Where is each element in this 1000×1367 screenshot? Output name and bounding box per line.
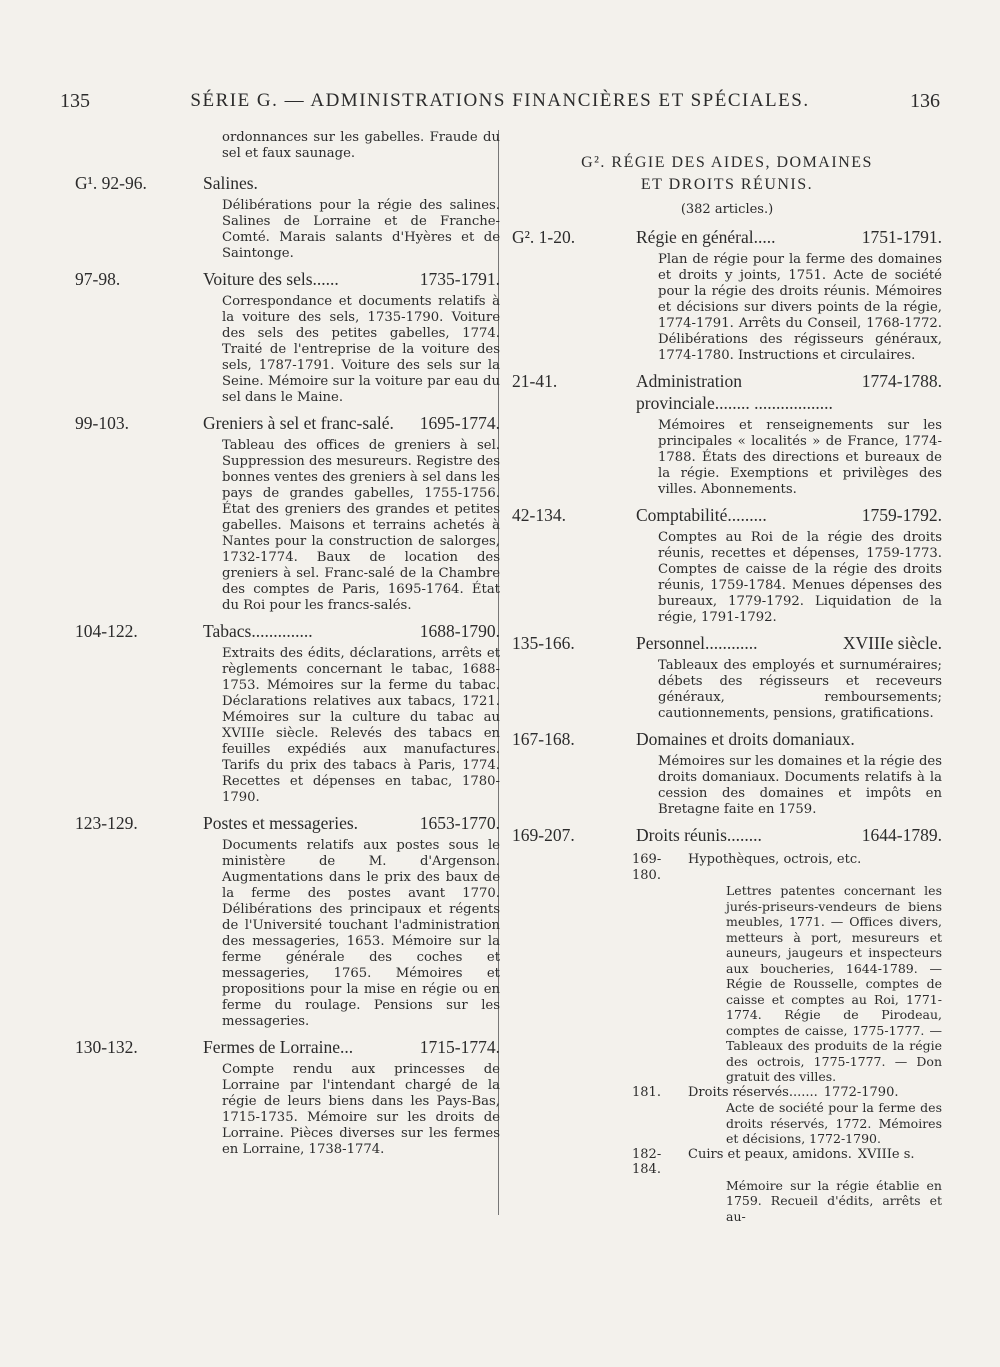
- inventory-entry: [75, 268, 500, 406]
- entry-heading: [75, 620, 500, 642]
- entry-code: 104-122.: [75, 621, 138, 641]
- entry-heading: [75, 1036, 500, 1058]
- inventory-entry: [75, 412, 500, 614]
- entry-title: Comptabilité.........: [636, 505, 767, 525]
- entry-code: 169-207.: [512, 825, 575, 845]
- inventory-entry: [512, 728, 942, 818]
- entry-title: Greniers à sel et franc-salé.: [203, 413, 394, 433]
- entry-heading: [512, 504, 942, 526]
- sub-entry-code: 169-180.: [632, 852, 662, 883]
- sub-entry-date: 1772-1790.: [823, 1084, 899, 1100]
- entry-description: Mémoires et renseignements sur les principales « localités » de France, 1774-1788. États des directions et bureaux de la régie. Exemptions et privilèges des villes. Abonnements.: [658, 418, 942, 497]
- inventory-entry: [512, 370, 942, 498]
- inventory-entry: [512, 824, 942, 846]
- entry-title: Droits réunis........: [636, 825, 762, 845]
- sub-entry-code: 181.: [632, 1084, 661, 1100]
- right-column: [512, 130, 942, 1224]
- entry-date: 1735-1791.: [419, 269, 500, 289]
- entry-title: Tabacs..............: [203, 621, 313, 641]
- entry-heading: [512, 824, 942, 846]
- entry-description: Tableau des offices de greniers à sel. Suppression des mesureurs. Registre des bonnes ventes des greniers à sel dans les pays de grandes gabelles, 1755-1756. État des greniers des grandes et petites gabelles. Maisons et terrains achetés à Nantes pour la construction de salorges, 1732-1774. Baux de location des greniers à sel. Franc-salé de la Chambre des comptes de Paris, 1695-1764. État du Roi pour les francs-salés.: [222, 438, 500, 613]
- inventory-entry: [512, 632, 942, 722]
- sub-entry-title: Droits réservés.......: [688, 1084, 818, 1100]
- entry-date: 1688-1790.: [419, 621, 500, 641]
- sub-entry-title: Cuirs et peaux, amidons.: [688, 1146, 852, 1162]
- entry-heading: [512, 370, 942, 414]
- entry-code: G². 1-20.: [512, 227, 576, 247]
- entry-code: 123-129.: [75, 813, 138, 833]
- entry-title: Voiture des sels......: [203, 269, 339, 289]
- series-title: SÉRIE G. — ADMINISTRATIONS FINANCIÈRES ET SPÉCIALES.: [190, 90, 810, 111]
- section-title-line-2: ET DROITS RÉUNIS.: [640, 176, 814, 193]
- entry-description: Extraits des édits, déclarations, arrêts et règlements concernant le tabac, 1688-1753. Mémoires sur la ferme du tabac. Déclarations relatives aux tabacs, 1721. Mémoires sur la culture du tabac au XVIIIe siècle. Relevés des tabacs en feuilles expédiés aux manufactures. Tarifs du prix des tabacs à Paris, 1774. Recettes et dépenses en tabac, 1780-1790.: [222, 646, 500, 805]
- sub-entry-description: Acte de société pour la ferme des droits réservés, 1772. Mémoires et décisions, 1772-1790.: [726, 1100, 942, 1146]
- inventory-entry: [75, 1036, 500, 1158]
- entry-description: Délibérations pour la régie des salines. Salines de Lorraine et de Franche-Comté. Marais salants d'Hyères et de Saintonge.: [222, 198, 500, 261]
- entry-title: Personnel............: [636, 633, 758, 653]
- entry-description: Documents relatifs aux postes sous le ministère de M. d'Argenson. Augmentations dans le prix des baux de la ferme des postes avant 1770. Délibérations des principaux et régents de l'Université touchant l'administration des messageries, 1653. Mémoire sur la ferme générale des coches et messageries, 1765. Mémoires et propositions pour la mise en régie ou en ferme du roulage. Pensions sur les messageries.: [222, 838, 500, 1029]
- section-title: [512, 152, 942, 196]
- entry-date: 1653-1770.: [419, 813, 500, 833]
- entry-date: 1759-1792.: [861, 505, 942, 525]
- inventory-entry: [512, 226, 942, 364]
- entry-title: Domaines et droits domaniaux.: [636, 729, 855, 749]
- entry-description: Correspondance et documents relatifs à la voiture des sels, 1735-1790. Voiture des sels des petites gabelles, 1774. Traité de l'entreprise de la voiture des sels, 1787-1791. Voiture des sels sur la Seine. Mémoire sur la voiture par eau du sel dans le Maine.: [222, 294, 500, 405]
- sub-entry: [632, 852, 942, 1085]
- sub-entry-description: Mémoire sur la régie établie en 1759. Recueil d'édits, arrêts et au-: [726, 1177, 942, 1224]
- entry-heading: [512, 632, 942, 654]
- entry-code: G¹. 92-96.: [75, 173, 147, 193]
- sub-entry-heading: [632, 1085, 942, 1101]
- entry-title: Postes et messageries.: [203, 813, 359, 833]
- entry-description: Mémoires sur les domaines et la régie des droits domaniaux. Documents relatifs à la cession des domaines et impôts en Bretagne faite en 1759.: [658, 754, 942, 817]
- page-number-right: 136: [910, 90, 940, 112]
- sub-entry-heading: [632, 852, 942, 883]
- continuation-text: ordonnances sur les gabelles. Fraude du sel et faux saunage.: [222, 130, 500, 161]
- page-number-left: 135: [60, 90, 90, 112]
- entry-code: 135-166.: [512, 633, 575, 653]
- entry-date: 1774-1788.: [861, 371, 942, 391]
- entry-date: 1715-1774.: [419, 1037, 500, 1057]
- inventory-entry: [512, 504, 942, 626]
- entry-title: Salines.: [203, 173, 258, 193]
- entry-title: Administration provinciale........ ..................: [636, 371, 833, 413]
- entry-heading: [75, 172, 500, 194]
- inventory-entry: [75, 172, 500, 262]
- entry-description: Compte rendu aux princesses de Lorraine par l'intendant chargé de la régie de leurs biens dans les Pays-Bas, 1715-1735. Mémoire sur les droits de Lorraine. Pièces diverses sur les fermes en Lorraine, 1738-1774.: [222, 1062, 500, 1157]
- entry-description: Plan de régie pour la ferme des domaines et droits y joints, 1751. Acte de société pour la régie des droits réunis. Mémoires et décisions sur divers points de la régie, 1774-1791. Arrêts du Conseil, 1768-1772. Délibérations des régisseurs généraux, 1774-1780. Instructions et circulaires.: [658, 252, 942, 363]
- inventory-entry: [75, 620, 500, 806]
- entry-heading: [75, 812, 500, 834]
- entry-title: Fermes de Lorraine...: [203, 1037, 354, 1057]
- entry-date: 1644-1789.: [861, 825, 942, 845]
- entry-code: 99-103.: [75, 413, 129, 433]
- sub-entry: [632, 1085, 942, 1147]
- entry-code: 130-132.: [75, 1037, 138, 1057]
- section-article-count: (382 articles.): [680, 202, 774, 217]
- entry-date: 1751-1791.: [861, 227, 942, 247]
- sub-entry-title: Hypothèques, octrois, etc.: [688, 852, 862, 867]
- entry-title: Régie en général.....: [636, 227, 776, 247]
- sub-entry-code: 182-184.: [632, 1146, 662, 1177]
- entry-heading: [75, 412, 500, 434]
- entry-description: Comptes au Roi de la régie des droits réunis, recettes et dépenses, 1759-1773. Comptes de caisse de la régie des droits réunis, 1759-1784. Menues dépenses des bureaux, 1779-1792. Liquidation de la régie, 1791-1792.: [658, 530, 942, 625]
- entry-heading: [512, 226, 942, 248]
- sub-entry: [632, 1147, 942, 1225]
- sub-entry-date: XVIIIe s.: [857, 1146, 915, 1162]
- left-column: [75, 130, 500, 1164]
- entry-date: XVIIIe siècle.: [842, 633, 942, 653]
- entry-code: 21-41.: [512, 371, 558, 391]
- entry-heading: [512, 728, 942, 750]
- section-title-line-1: G². RÉGIE DES AIDES, DOMAINES: [581, 154, 873, 171]
- entry-code: 97-98.: [75, 269, 121, 289]
- page-header: [60, 90, 940, 116]
- entry-date: 1695-1774.: [419, 413, 500, 433]
- sub-entry-description: Lettres patentes concernant les jurés-priseurs-vendeurs de biens meubles, 1771. — Offices divers, metteurs à port, mesureurs et auneurs, jaugeurs et inspecteurs aux boucheries, 1644-1789. — Régie de Rousselle, comptes de caisse et comptes au Roi, 1771-1774. Régie de Pirodeau, comptes de caisse, 1775-1777. — Tableaux des produits de la régie des octrois, 1775-1777. — Don gratuit des villes.: [726, 883, 942, 1084]
- entry-code: 167-168.: [512, 729, 575, 749]
- entry-description: Tableaux des employés et surnuméraires; débets des régisseurs et receveurs généraux, remboursements; cautionnements, pensions, gratifications.: [658, 658, 942, 721]
- entry-heading: [75, 268, 500, 290]
- entry-code: 42-134.: [512, 505, 566, 525]
- inventory-entry: [75, 812, 500, 1030]
- sub-entry-heading: [632, 1147, 942, 1178]
